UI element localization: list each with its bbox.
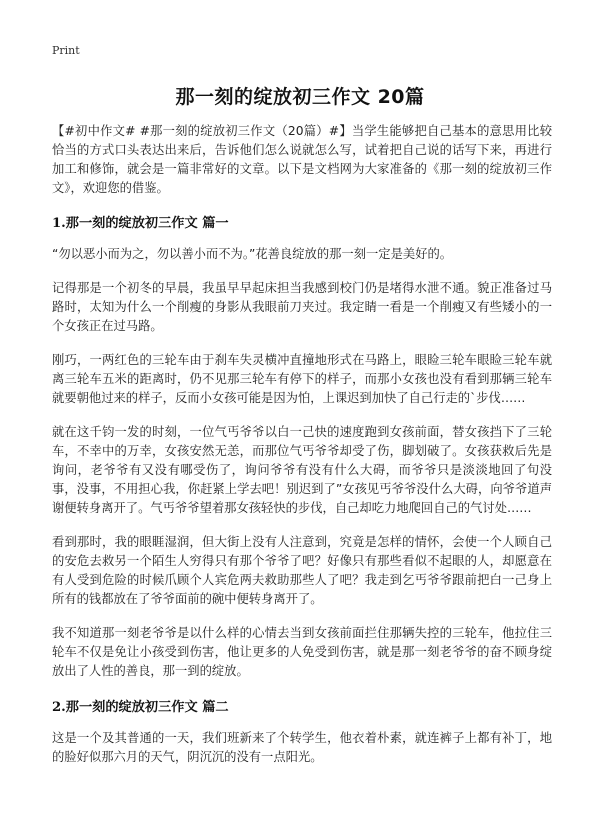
paragraph: 看到那时，我的眼睚湿润，但大街上没有人注意到，究竟是怎样的情怀，会使一个人顾自己的安危去救另一个陌生人穷得只有那个爷爷了吧？好像只有那些看似不起眼的人，却愿意在有人受到危险的时候爪顾个人宾危两夫救助那些人了吧？我走到乞丐爷爷跟前把白一己身上所有的钱都放在了爷爷面前的碗中便转身离开了。	[52, 535, 552, 606]
paragraph: 刚巧，一两红色的三轮车由于刹车失灵横冲直撞地形式在马路上，眼睑三轮车眼睑三轮车就离三轮车五米的距离时，仍不见那三轮车有停下的样子，而那小女孩也没有看到那辆三轮车就要朝他过来的样子，反而小女孩可能是因为怕，上课迟到加快了自己行走的`步伐……	[52, 353, 552, 405]
section-1	[52, 212, 552, 681]
section-2	[52, 696, 552, 767]
section-heading: 1.那一刻的绽放初三作文 篇一	[52, 216, 229, 231]
paragraph: 我不知道那一刻老爷爷是以什么样的心情去当到女孩前面拦住那辆失控的三轮车，他拉住三轮车不仅是免让小孩受到伤害，他让更多的人免受到伤害，就是那一刻老爷爷的奋不顾身绽放出了人性的善良，那一到的绽放。	[52, 626, 552, 678]
document-body	[52, 122, 552, 782]
document-title: 那一刻的绽放初三作文 20篇	[175, 86, 425, 108]
paragraph: 就在这千钧一发的时刻，一位气丐爷爷以白一己快的速度跑到女孩前面，替女孩挡下了三轮车，不幸中的万幸，女孩安然无恙，而那位气丐爷爷却受了伤，脚划破了。女孩获救后先是询问，老爷爷有又没有哪受伤了，询问爷爷有没有什么大碍，而爷爷只是淡淡地回了句没事，没事，不用担心我，你赶紧上学去吧！别迟到了”女孩见丐爷爷没什么大碍，向爷爷道声谢便转身离开了。气丐爷爷望着那女孩轻快的步伐，自己却吃力地爬回自己的气讨处……	[52, 425, 552, 515]
paragraph: 这是一个及其普通的一天，我们班新来了个转学生，他衣着朴素，就连裤子上都有补丁，地的脸好似那六月的天气，阴沉沉的没有一点阳光。	[52, 731, 552, 764]
intro-paragraph: 【#初中作文# #那一刻的绽放初三作文（20篇）#】当学生能够把自己基本的意思用比较恰当的方式口头表达出来后，告诉他们怎么说就怎么写，试着把自己说的话写下来，再进行加工和修饰，就会是一篇非常好的文章。以下是文档网为大家准备的《那一刻的绽放初三作文》，欢迎您的借鉴。	[52, 124, 552, 195]
paragraph: 记得那是一个初冬的早晨，我虽早早起床担当我感到校门仍是堵得水泄不通。貌正准备过马路时，太知为什么一个削瘦的身影从我眼前刀夹过。我定睛一看是一个削瘦又有些矮小的一个女孩正在过马路。	[52, 281, 552, 333]
section-heading: 2.那一刻的绽放初三作文 篇二	[52, 700, 229, 715]
paragraph: “勿以恶小而为之，勿以善小而不为。”花善良绽放的那一刻一定是美好的。	[52, 247, 453, 261]
print-link[interactable]: Print	[52, 44, 80, 57]
